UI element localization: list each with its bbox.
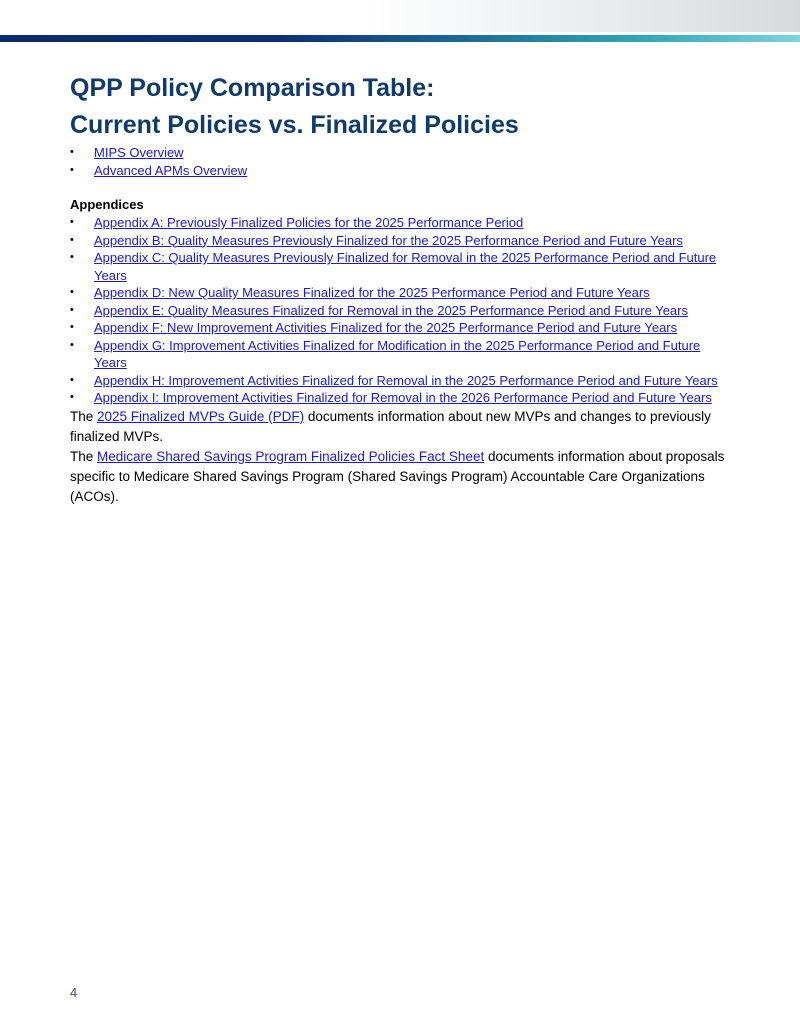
list-item [70, 284, 730, 302]
appendix-c-link[interactable]: Appendix C: Quality Measures Previously Finalized for Removal in the 2025 Performance Period and Future Years [94, 250, 717, 283]
page-number: 4 [70, 985, 78, 1000]
mips-overview-link[interactable]: MIPS Overview [94, 145, 184, 160]
appendix-b-link[interactable]: Appendix B: Quality Measures Previously Finalized for the 2025 Performance Period and Future Years [94, 232, 683, 248]
appendix-link-list [70, 214, 730, 407]
bullet-icon: • [70, 216, 74, 228]
appendix-d-link[interactable]: Appendix D: New Quality Measures Finalized for the 2025 Performance Period and Future Years [94, 285, 650, 300]
bullet-icon: • [70, 373, 74, 386]
page-title-line-1: QPP Policy Comparison Table: [70, 74, 435, 102]
list-item [70, 337, 730, 372]
list-item [70, 214, 730, 232]
bullet-icon: • [70, 286, 74, 298]
appendix-e-link[interactable]: Appendix E: Quality Measures Finalized for Removal in the 2025 Performance Period and Future Years [94, 302, 688, 318]
bullet-icon: • [70, 321, 74, 333]
paragraph-text: documents information about proposals specific to Medicare Shared Savings Program (Shared Savings Program) Accountable Care Organizations (ACOs). [70, 448, 725, 504]
bullet-icon: • [70, 233, 74, 246]
page-content [70, 70, 730, 507]
page-title [70, 70, 730, 144]
bullet-icon: • [70, 146, 74, 158]
mvps-guide-paragraph [70, 407, 730, 447]
header-accent-bar [0, 35, 800, 42]
appendix-f-link[interactable]: Appendix F: New Improvement Activities Finalized for the 2025 Performance Period and Future Years [94, 320, 678, 335]
appendix-i-link[interactable]: Appendix I: Improvement Activities Finalized for Removal in the 2026 Performance Period and Future Years [94, 390, 712, 405]
bullet-icon: • [70, 251, 74, 263]
overview-link-list [70, 144, 730, 179]
appendix-h-link[interactable]: Appendix H: Improvement Activities Finalized for Removal in the 2025 Performance Period and Future Years [94, 372, 718, 388]
header-gradient-band [0, 0, 800, 32]
appendix-a-link[interactable]: Appendix A: Previously Finalized Policies for the 2025 Performance Period [94, 215, 524, 230]
page-title-line-2: Current Policies vs. Finalized Policies [70, 111, 519, 139]
bullet-icon: • [70, 391, 74, 403]
list-item [70, 232, 730, 250]
list-item [70, 144, 730, 162]
paragraph-text: The [70, 448, 98, 464]
list-item [70, 319, 730, 337]
shared-savings-paragraph [70, 447, 730, 507]
list-item [70, 372, 730, 390]
mvps-guide-link[interactable]: 2025 Finalized MVPs Guide (PDF) [97, 408, 305, 424]
bullet-icon: • [70, 163, 74, 176]
advanced-apms-overview-link[interactable]: Advanced APMs Overview [94, 162, 248, 178]
paragraph-text: The [70, 408, 98, 424]
appendix-g-link[interactable]: Appendix G: Improvement Activities Finalized for Modification in the 2025 Performance Period and Future Years [94, 337, 701, 370]
paragraph-text: documents information about new MVPs and changes to previously finalized MVPs. [70, 408, 711, 444]
bullet-icon: • [70, 338, 74, 351]
bullet-icon: • [70, 303, 74, 316]
appendices-heading: Appendices [70, 197, 144, 212]
list-item [70, 389, 730, 407]
list-item [70, 249, 730, 284]
shared-savings-fact-sheet-link[interactable]: Medicare Shared Savings Program Finalized Policies Fact Sheet [97, 448, 485, 464]
list-item [70, 162, 730, 180]
list-item [70, 302, 730, 320]
